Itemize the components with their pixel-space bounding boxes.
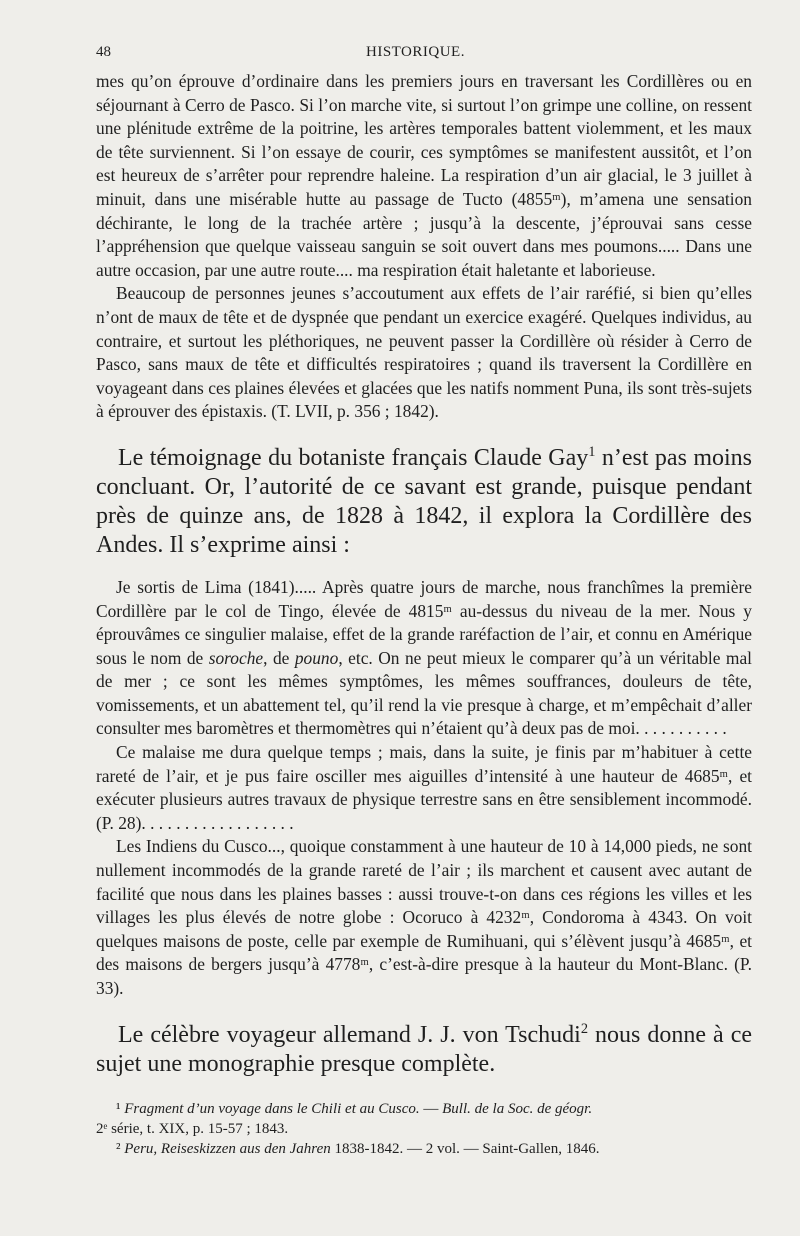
- para2-text: Le célèbre voyageur allemand J. J. von Tschudi: [118, 1021, 581, 1048]
- page-header: [96, 44, 752, 70]
- body-paragraph-1: [96, 444, 752, 560]
- footnote-1-marker: ¹: [116, 1100, 121, 1117]
- footnote-2-details: 1838-1842. — 2 vol. — Saint-Gallen, 1846.: [330, 1140, 600, 1157]
- quote2-p1-text-cont: , etc. On ne peut mieux le comparer qu’à un véritable mal de mer ; ce sont les mêmes symptômes, les mêmes souffrances, douleurs de tête, vomissements, et un abattement tel, qu’il rend la vie presque à charge, et m’empêchait d’aller consulter mes baromètres et thermomètres qui n’étaient qu’à deux pas de moi. . . . . . . . . . .: [96, 647, 752, 739]
- footnote-1-cont: 2ᵉ série, t. XIX, p. 15-57 ; 1843.: [96, 1120, 289, 1137]
- para1-text: Le témoignage du botaniste français Claude Gay: [118, 444, 589, 471]
- quote1-paragraph-1: mes qu’on éprouve d’ordinaire dans les premiers jours en traversant les Cordillères ou en séjournant à Cerro de Pasco. Si l’on marche vite, si surtout l’on grimpe une colline, on ressent une plénitude extrême de la poitrine, les artères temporales battent violemment, et les maux de tête surviennent. Si l’on essaye de courir, ces symptômes se manifestent aussitôt, et l’on est heureux de s’arrêter pour reprendre haleine. La respiration d’un air glacial, le 3 juillet à minuit, dans une misérable hutte au passage de Tucto (4855ᵐ), m’amena une sensation déchirante, le long de la trachée artère ; jusqu’à la descente, j’éprouvai sans cesse l’appréhension que quelque vaisseau sanguin se soit ouvert dans mes poumons..... Dans une autre occasion, par une autre route.... ma respiration était haletante et laborieuse.: [96, 71, 752, 280]
- quote-block-2: [96, 576, 752, 1001]
- quote-block-1: [96, 70, 752, 424]
- footnote-2: [96, 1139, 752, 1159]
- footnote-ref-1[interactable]: 1: [588, 443, 596, 460]
- quote1-paragraph-2: Beaucoup de personnes jeunes s’accoutument aux effets de l’air raréfié, si bien qu’elles n’ont de maux de tête et de dyspnée que pendant un exercice exagéré. Quelques individus, au contraire, et surtout les pléthoriques, ne peuvent passer la Cordillère où résider à Cerro de Pasco, sans maux de tête et difficultés respiratoires ; quand ils traversent la Cordillère en voyageant dans ces plaines élevées et glacées que les natifs nomment Puna, ils sont très-sujets à éprouver des épistaxis. (T. LVII, p. 356 ; 1842).: [96, 283, 752, 422]
- footnote-1: [96, 1099, 752, 1119]
- para2-text-cont: nous donne à ce sujet une monographie presque complète.: [96, 1021, 753, 1077]
- quote2-paragraph-3: Les Indiens du Cusco..., quoique constamment à une hauteur de 10 à 14,000 pieds, ne sont nullement incommodés de la grande rareté de l’air ; ils marchent et causent avec autant de facilité que nous dans les plaines basses : aussi trouve-t-on dans ces régions les villes et les villages les plus élevés de notre globe : Ocoruco à 4232ᵐ, Condoroma à 4343. On voit quelques maisons de poste, celle par exemple de Rumihuani, qui s’élèvent jusqu’à 4685ᵐ, et des maisons de bergers jusqu’à 4778ᵐ, c’est-à-dire presque à la hauteur du Mont-Blanc. (P. 33).: [96, 836, 752, 998]
- footnote-ref-2[interactable]: 2: [580, 1020, 589, 1037]
- quote2-p1-sep: , de: [263, 647, 295, 668]
- para1-text-cont: n’est pas moins concluant. Or, l’autorité de ce savant est grande, puisque pendant près de quinze ans, de 1828 à 1842, il explora la Cordillère des Andes. Il s’exprime ainsi :: [96, 444, 752, 558]
- footnote-1-sep: —: [419, 1100, 443, 1117]
- page-number: 48: [96, 44, 111, 60]
- quote2-paragraph-2: Ce malaise me dura quelque temps ; mais, dans la suite, je finis par m’habituer à cette rareté de l’air, et je pus faire osciller mes aiguilles d’intensité à une hauteur de 4685ᵐ, et exécuter plusieurs autres travaux de physique terrestre sans en être sensiblement incommodé. (P. 28). . . . . . . . . . . . . . . . . .: [96, 742, 752, 833]
- footnote-1-journal: Bull. de la Soc. de géogr.: [442, 1100, 593, 1117]
- footnote-2-title: Peru, Reiseskizzen aus den Jahren: [124, 1140, 331, 1157]
- quote2-term-soroche: soroche: [208, 647, 264, 668]
- running-title: HISTORIQUE.: [366, 44, 465, 60]
- quote2-term-pouno: pouno: [294, 647, 339, 668]
- quote2-p1-text: Je sortis de Lima (1841)..... Après quatre jours de marche, nous franchîmes la première Cordillère par le col de Tingo, élevée de 4815ᵐ au-dessus du niveau de la mer. Nous y éprouvâmes ce singulier malaise, effet de la grande raréfaction de l’air, et connu en Amérique sous le nom de: [96, 576, 752, 668]
- body-paragraph-2: [96, 1021, 752, 1079]
- footnote-2-marker: ²: [116, 1140, 121, 1157]
- quote2-paragraph-1: [96, 576, 752, 741]
- footnote-1-title: Fragment d’un voyage dans le Chili et au Cusco.: [124, 1100, 420, 1117]
- footnotes: [96, 1099, 752, 1159]
